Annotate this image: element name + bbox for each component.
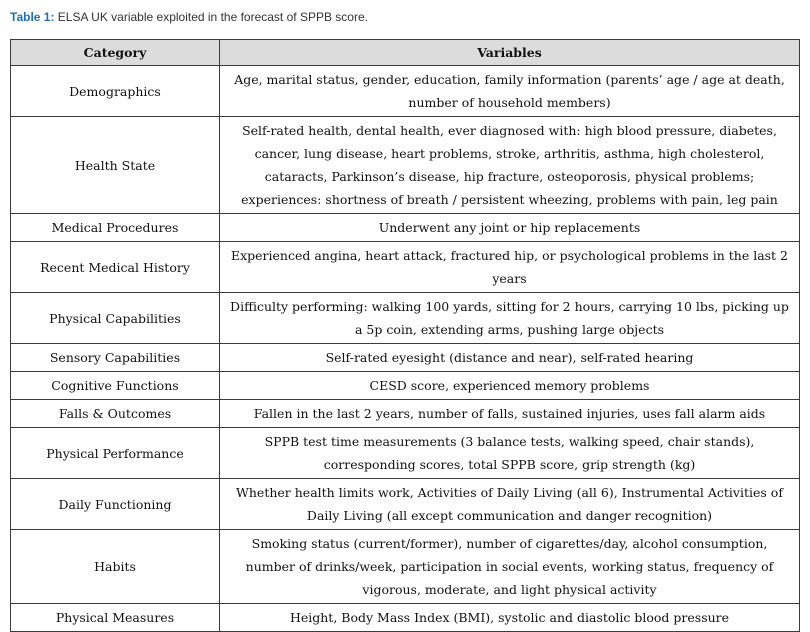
row-variables: Experienced angina, heart attack, fractured hip, or psychological problems in the last 2 years	[220, 242, 800, 293]
caption-text: ELSA UK variable exploited in the forecast of SPPB score.	[54, 10, 368, 24]
row-category: Falls & Outcomes	[11, 400, 220, 428]
row-variables: Underwent any joint or hip replacements	[220, 214, 800, 242]
row-category: Recent Medical History	[11, 242, 220, 293]
table-row	[11, 344, 800, 372]
row-variables: SPPB test time measurements (3 balance tests, walking speed, chair stands), corresponding scores, total SPPB score, grip strength (kg)	[220, 428, 800, 479]
row-category: Daily Functioning	[11, 479, 220, 530]
table-header-row	[11, 40, 800, 66]
row-category: Sensory Capabilities	[11, 344, 220, 372]
row-category: Physical Performance	[11, 428, 220, 479]
row-variables: Height, Body Mass Index (BMI), systolic and diastolic blood pressure	[220, 604, 800, 632]
row-variables: Self-rated eyesight (distance and near), self-rated hearing	[220, 344, 800, 372]
table-row	[11, 293, 800, 344]
row-variables: Fallen in the last 2 years, number of falls, sustained injuries, uses fall alarm aids	[220, 400, 800, 428]
row-category: Physical Measures	[11, 604, 220, 632]
table-row	[11, 400, 800, 428]
table-row	[11, 242, 800, 293]
row-variables: Difficulty performing: walking 100 yards, sitting for 2 hours, carrying 10 lbs, picking up a 5p coin, extending arms, pushing large objects	[220, 293, 800, 344]
table-row	[11, 479, 800, 530]
row-category: Habits	[11, 530, 220, 604]
table-row	[11, 372, 800, 400]
table-row	[11, 66, 800, 117]
row-category: Health State	[11, 117, 220, 214]
row-variables: Whether health limits work, Activities of Daily Living (all 6), Instrumental Activities of Daily Living (all except communication and danger recognition)	[220, 479, 800, 530]
header-category: Category	[11, 40, 220, 66]
row-variables: CESD score, experienced memory problems	[220, 372, 800, 400]
table-row	[11, 214, 800, 242]
row-category: Demographics	[11, 66, 220, 117]
header-variables: Variables	[220, 40, 800, 66]
table-caption	[10, 10, 368, 24]
row-category: Medical Procedures	[11, 214, 220, 242]
table-row	[11, 604, 800, 632]
row-variables: Age, marital status, gender, education, family information (parents’ age / age at death, number of household members)	[220, 66, 800, 117]
row-variables: Self-rated health, dental health, ever diagnosed with: high blood pressure, diabetes, cancer, lung disease, heart problems, stroke, arthritis, asthma, high cholesterol, cataracts, Parkinson’s disease, hip fracture, osteoporosis, physical problems; experiences: shortness of breath / persistent wheezing, problems with pain, leg pain	[220, 117, 800, 214]
table-row	[11, 530, 800, 604]
variables-table	[10, 39, 800, 632]
row-category: Physical Capabilities	[11, 293, 220, 344]
table-row	[11, 428, 800, 479]
row-category: Cognitive Functions	[11, 372, 220, 400]
table-row	[11, 117, 800, 214]
caption-label: Table 1:	[10, 10, 55, 24]
row-variables: Smoking status (current/former), number of cigarettes/day, alcohol consumption, number of drinks/week, participation in social events, working status, frequency of vigorous, moderate, and light physical activity	[220, 530, 800, 604]
